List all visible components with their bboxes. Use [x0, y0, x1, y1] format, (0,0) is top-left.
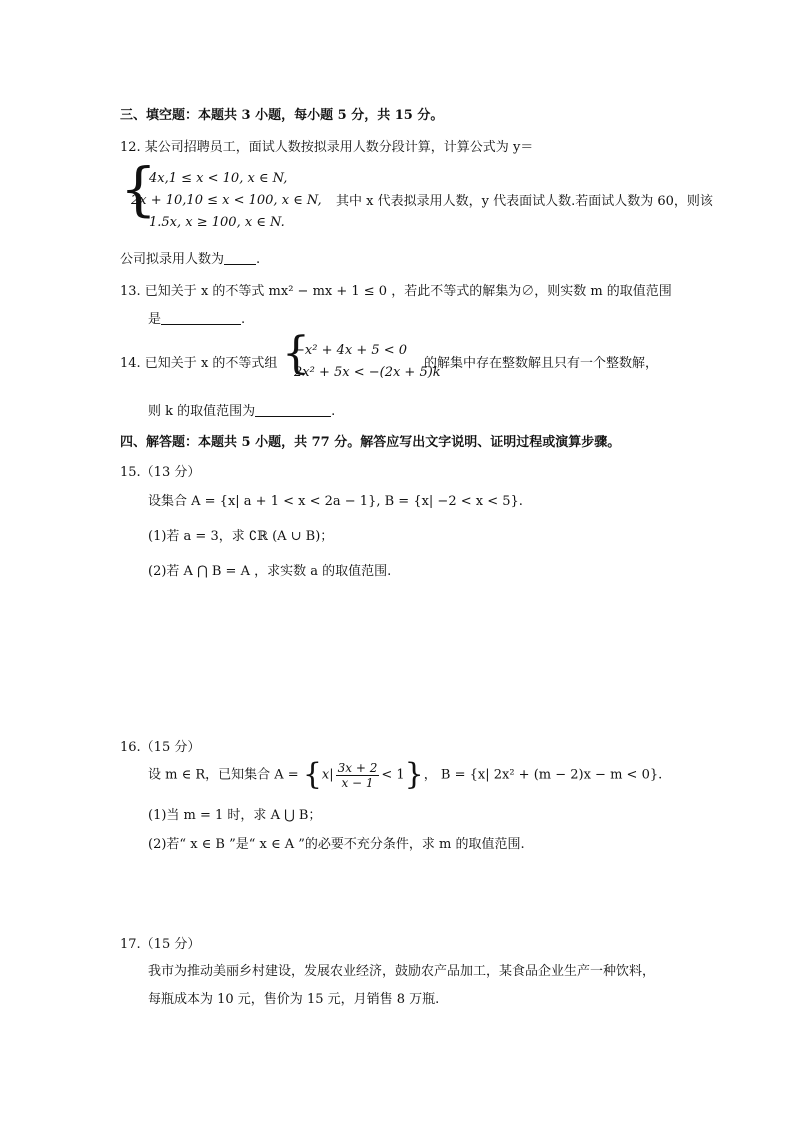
q15-set-def: 设集合 A = {x| a + 1 < x < 2a − 1}, B = {x| −2 < x < 5}.: [148, 494, 523, 509]
q12-answer-blank[interactable]: [224, 251, 256, 265]
q14-system: [294, 340, 441, 384]
q16-frac-num: 3x + 2: [337, 760, 378, 775]
q16-setB: ， B = {x| 2x² + (m − 2)x − m < 0}.: [423, 767, 663, 783]
q12-brace: {: [120, 155, 157, 223]
section4-heading: 四、解答题：本题共 5 小题，共 77 分。解答应写出文字说明、证明过程或演算步骤。: [120, 435, 621, 450]
q16-fraction: [336, 761, 380, 790]
q14-suffix: 的解集中存在整数解且只有一个整数解，: [424, 356, 659, 371]
q14-prefix: 14. 已知关于 x 的不等式组: [120, 356, 278, 371]
q12-after-cases: 其中 x 代表拟录用人数，y 代表面试人数.若面试人数为 60，则该: [336, 194, 713, 209]
q16-setA-left: x|: [321, 767, 334, 783]
q12-line2-text: 公司拟录用人数为: [120, 252, 225, 267]
q12-case3: 1.5x, x ≥ 100, x ∈ N.: [149, 215, 285, 230]
q17-line1: 我市为推动美丽乡村建设，发展农业经济，鼓励农产品加工，某食品企业生产一种饮料，: [148, 964, 656, 979]
q14-brace: {: [282, 328, 310, 379]
q16-head: 16.（15 分）: [120, 740, 201, 755]
q14-ineq2: 2x² + 5x < −(2x + 5)k: [294, 365, 441, 380]
q12-cases: [131, 168, 322, 234]
q12-case1: 4x,1 ≤ x < 10, x ∈ N,: [149, 171, 288, 186]
q16-prefix: 设 m ∈ R，已知集合 A =: [148, 767, 299, 783]
q16-setA-left-brace: {: [302, 757, 322, 792]
q17-head: 17.（15 分）: [120, 937, 201, 952]
q14-line2-text: 则 k 的取值范围为: [148, 404, 256, 419]
q14-line2: [148, 400, 335, 419]
q16-part2: (2)若“ x ∈ B ”是“ x ∈ A ”的必要不充分条件，求 m 的取值范围.: [148, 837, 525, 852]
q13-line2-text: 是: [148, 312, 162, 327]
q15-part2: (2)若 A ⋂ B = A ，求实数 a 的取值范围.: [148, 564, 392, 579]
q17-line2: 每瓶成本为 10 元，售价为 15 元，月销售 8 万瓶.: [148, 992, 440, 1007]
q12-case2: 2x + 10,10 ≤ x < 100, x ∈ N,: [131, 193, 322, 208]
q15-head: 15.（13 分）: [120, 465, 201, 480]
q14-ineq1: −x² + 4x + 5 < 0: [294, 343, 408, 358]
q15-part1: (1)若 a = 3，求 ∁ℝ (A ∪ B)；: [148, 529, 334, 544]
q14-answer-blank[interactable]: [255, 403, 331, 417]
q12-line2: [120, 248, 260, 267]
q12-intro: 12. 某公司招聘员工，面试人数按拟录用人数分段计算，计算公式为 y＝: [120, 140, 534, 155]
q13-line2-end: .: [241, 312, 246, 327]
q13-line2: [148, 308, 245, 327]
q16-setA-right-brace: }: [404, 757, 424, 792]
q12-line2-end: .: [256, 252, 261, 267]
q13-answer-blank[interactable]: [161, 311, 241, 325]
q16-part1: (1)当 m = 1 时，求 A ⋃ B；: [148, 808, 322, 823]
q16-frac-den: x − 1: [341, 775, 374, 790]
q16-set-def: [148, 757, 663, 792]
q14-line2-end: .: [331, 404, 336, 419]
q13-line1: 13. 已知关于 x 的不等式 mx² − mx + 1 ≤ 0 ，若此不等式的解集为∅，则实数 m 的取值范围: [120, 284, 672, 299]
q16-setA-right: < 1: [381, 767, 405, 783]
section3-heading: 三、填空题：本题共 3 小题，每小题 5 分，共 15 分。: [120, 108, 444, 123]
